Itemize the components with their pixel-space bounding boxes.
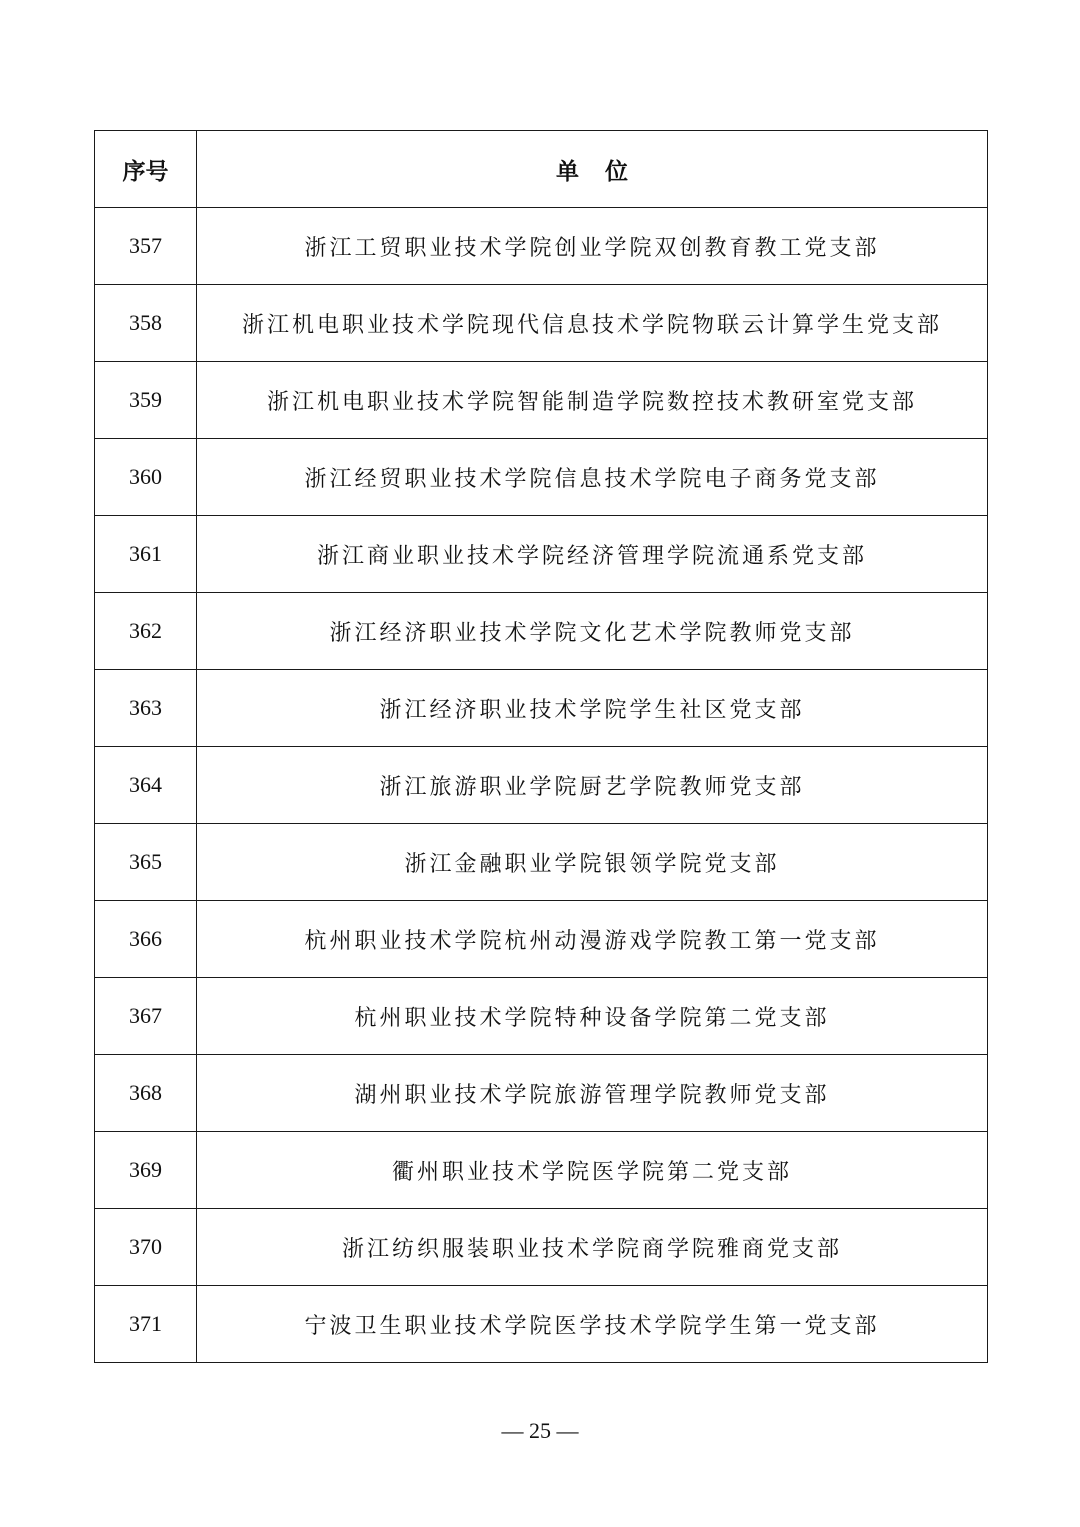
table-row <box>95 824 988 901</box>
unit-list-table <box>94 130 988 1363</box>
table-row <box>95 901 988 978</box>
table-row <box>95 670 988 747</box>
row-seq: 360 <box>95 439 197 516</box>
row-unit: 浙江工贸职业技术学院创业学院双创教育教工党支部 <box>197 208 988 285</box>
row-unit: 浙江机电职业技术学院智能制造学院数控技术教研室党支部 <box>197 362 988 439</box>
row-unit: 宁波卫生职业技术学院医学技术学院学生第一党支部 <box>197 1286 988 1363</box>
table-row <box>95 747 988 824</box>
table-row <box>95 1286 988 1363</box>
row-unit: 浙江经济职业技术学院学生社区党支部 <box>197 670 988 747</box>
table-row <box>95 1209 988 1286</box>
row-unit: 浙江纺织服装职业技术学院商学院雅商党支部 <box>197 1209 988 1286</box>
table-row <box>95 439 988 516</box>
row-unit: 浙江金融职业学院银领学院党支部 <box>197 824 988 901</box>
header-seq: 序号 <box>95 131 197 208</box>
row-unit: 浙江经济职业技术学院文化艺术学院教师党支部 <box>197 593 988 670</box>
row-seq: 361 <box>95 516 197 593</box>
table-row <box>95 978 988 1055</box>
table-row <box>95 285 988 362</box>
row-seq: 362 <box>95 593 197 670</box>
row-seq: 358 <box>95 285 197 362</box>
table-row <box>95 593 988 670</box>
row-unit: 湖州职业技术学院旅游管理学院教师党支部 <box>197 1055 988 1132</box>
row-seq: 366 <box>95 901 197 978</box>
table-row <box>95 362 988 439</box>
row-seq: 357 <box>95 208 197 285</box>
row-seq: 369 <box>95 1132 197 1209</box>
table-row <box>95 516 988 593</box>
row-unit: 浙江商业职业技术学院经济管理学院流通系党支部 <box>197 516 988 593</box>
row-seq: 364 <box>95 747 197 824</box>
table-row <box>95 1055 988 1132</box>
row-unit: 杭州职业技术学院杭州动漫游戏学院教工第一党支部 <box>197 901 988 978</box>
row-seq: 365 <box>95 824 197 901</box>
table-row <box>95 1132 988 1209</box>
row-seq: 359 <box>95 362 197 439</box>
header-unit: 单位 <box>197 131 988 208</box>
table-row <box>95 208 988 285</box>
page-number: — 25 — <box>501 1418 579 1443</box>
table-body <box>95 208 988 1363</box>
table-header-row <box>95 131 988 208</box>
row-unit: 衢州职业技术学院医学院第二党支部 <box>197 1132 988 1209</box>
row-seq: 371 <box>95 1286 197 1363</box>
row-seq: 363 <box>95 670 197 747</box>
row-unit: 杭州职业技术学院特种设备学院第二党支部 <box>197 978 988 1055</box>
row-unit: 浙江经贸职业技术学院信息技术学院电子商务党支部 <box>197 439 988 516</box>
row-seq: 368 <box>95 1055 197 1132</box>
row-unit: 浙江机电职业技术学院现代信息技术学院物联云计算学生党支部 <box>197 285 988 362</box>
row-seq: 370 <box>95 1209 197 1286</box>
row-unit: 浙江旅游职业学院厨艺学院教师党支部 <box>197 747 988 824</box>
row-seq: 367 <box>95 978 197 1055</box>
